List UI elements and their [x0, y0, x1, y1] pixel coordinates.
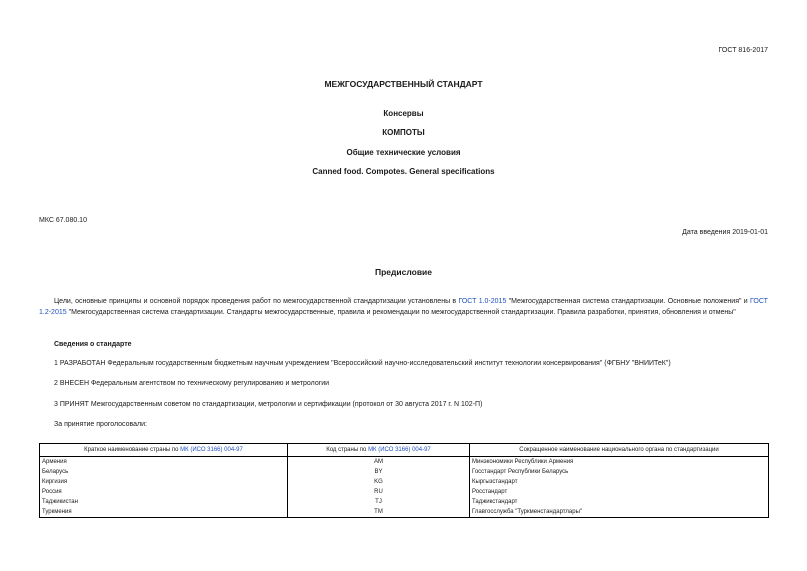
country-cell: Беларусь	[40, 467, 288, 477]
header-code	[288, 444, 470, 457]
preface-paragraph	[39, 296, 768, 319]
table-row	[40, 477, 769, 487]
subtitle: Общие технические условия	[346, 148, 461, 157]
code-cell: BY	[288, 467, 470, 477]
header-country	[40, 444, 288, 457]
gost-1-2-link[interactable]: ГОСТ 1.2-2015	[39, 298, 768, 317]
header-body: Сокращенное наименование национального органа по стандартизации	[470, 444, 769, 457]
code-cell: AM	[288, 457, 470, 468]
country-cell: Россия	[40, 487, 288, 497]
info-heading: Сведения о стандарте	[54, 341, 132, 348]
table-row	[40, 487, 769, 497]
preface-text-a: Цели, основные принципы и основной порядок проведения работ по межгосударственной стандартизации установлены в	[54, 298, 459, 305]
body-cell: Минэкономики Республики Армения	[470, 457, 769, 468]
body-cell: Росстандарт	[470, 487, 769, 497]
code-cell: KG	[288, 477, 470, 487]
product-group-title: Консервы	[383, 109, 424, 118]
item-introduced: 2 ВНЕСЕН Федеральным агентством по техническому регулированию и метрологии	[54, 380, 330, 387]
voted-label: За принятие проголосовали:	[54, 421, 147, 428]
effective-date: Дата введения 2019-01-01	[682, 229, 768, 236]
english-title: Canned food. Compotes. General specifications	[312, 167, 495, 176]
header-country-text: Краткое наименование страны по	[84, 447, 181, 453]
header-code-text: Код страны по	[326, 447, 369, 453]
body-cell: Главгосслужба "Туркменстандартлары"	[470, 507, 769, 518]
table-header-row	[40, 444, 769, 457]
code-cell: TM	[288, 507, 470, 518]
preface-text-c: "Межгосударственная система стандартизации. Стандарты межгосударственные, правила и рекомендации по межгосударственной стандартизации. Правила разработки, принятия, обновления и отмены"	[66, 309, 736, 317]
code-cell: RU	[288, 487, 470, 497]
gost-1-0-link[interactable]: ГОСТ 1.0-2015	[458, 298, 507, 305]
voting-table	[39, 443, 769, 518]
body-cell: Госстандарт Республики Беларусь	[470, 467, 769, 477]
table-row	[40, 497, 769, 507]
preface-heading: Предисловие	[374, 267, 433, 277]
item-developed: 1 РАЗРАБОТАН Федеральным государственным бюджетным научным учреждением "Всероссийский научно-исследовательский институт технологии консервирования" (ФГБНУ "ВНИИТеК")	[54, 360, 671, 367]
code-cell: TJ	[288, 497, 470, 507]
mk-iso-link-2[interactable]: МК (ИСО 3166) 004-97	[368, 447, 431, 453]
preface-text-b: "Межгосударственная система стандартизации. Основные положения" и	[506, 298, 751, 305]
mk-iso-link-1[interactable]: МК (ИСО 3166) 004-97	[180, 447, 243, 453]
table-row	[40, 507, 769, 518]
body-cell: Кыргызстандарт	[470, 477, 769, 487]
document-code: ГОСТ 816-2017	[718, 47, 768, 54]
country-cell: Киргизия	[40, 477, 288, 487]
body-cell: Таджикстандарт	[470, 497, 769, 507]
table-row	[40, 457, 769, 468]
table-row	[40, 467, 769, 477]
country-cell: Таджикистан	[40, 497, 288, 507]
product-name-title: КОМПОТЫ	[382, 128, 425, 137]
mks-code: МКС 67.080.10	[39, 217, 87, 224]
standard-type-title: МЕЖГОСУДАРСТВЕННЫЙ СТАНДАРТ	[324, 79, 483, 89]
country-cell: Туркмения	[40, 507, 288, 518]
item-adopted: 3 ПРИНЯТ Межгосударственным советом по стандартизации, метрологии и сертификации (протокол от 30 августа 2017 г. N 102-П)	[54, 401, 483, 408]
country-cell: Армения	[40, 457, 288, 468]
